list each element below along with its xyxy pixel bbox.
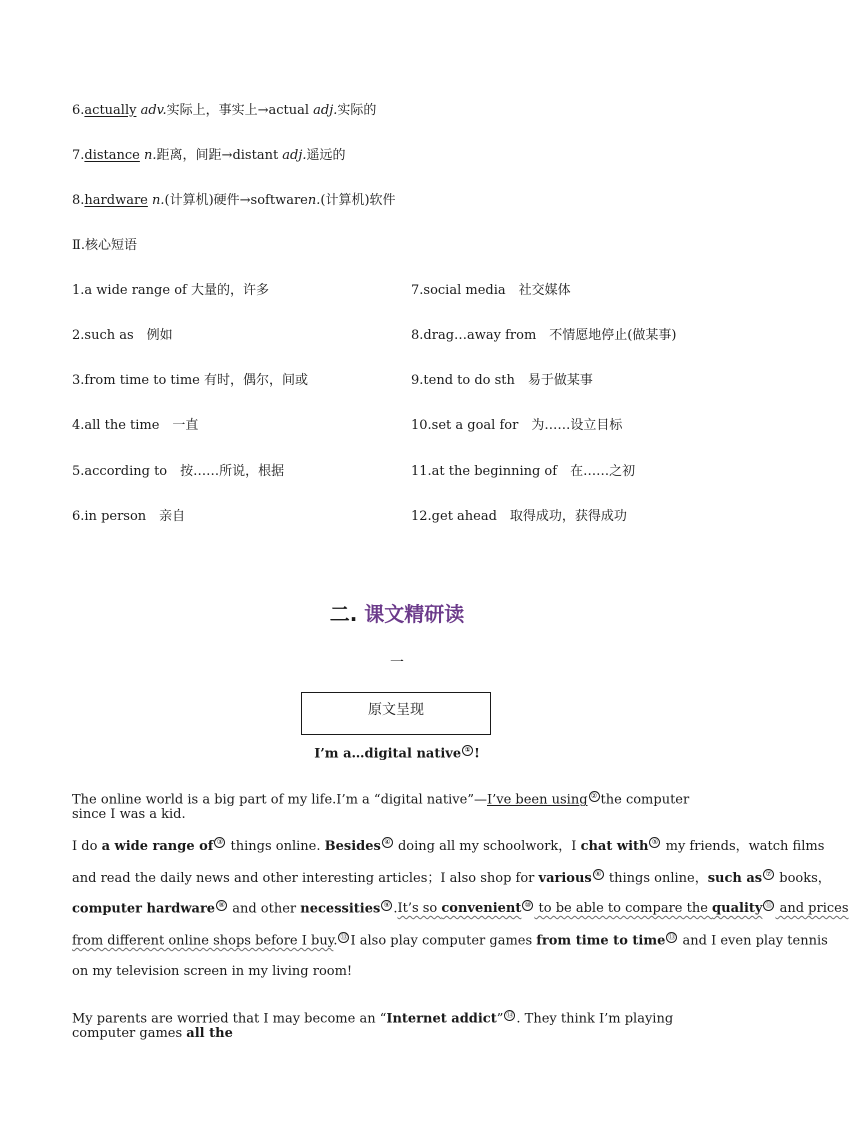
vocab-item-7: 7.distance n.距离，间距→distant adj.遥远的 <box>72 148 346 163</box>
paragraph-line: on my television screen in my living room! <box>72 964 353 979</box>
article-title: I’m a…digital native ① ! <box>314 746 480 762</box>
paragraph-line: and read the daily news and other interesting articles；I also shop for various ⑥ things online，such as ⑦ books， <box>72 870 831 886</box>
section-title: 课文精研读 <box>364 602 465 626</box>
phrase-item: 9.tend to do sth 易于做某事 <box>411 373 593 388</box>
phrase-item: 1.a wide range of 大量的，许多 <box>72 283 269 298</box>
original-text-box <box>301 692 491 735</box>
phrase-item: 3.from time to time 有时，偶尔，间或 <box>72 373 308 388</box>
vocab-item-8: 8.hardware n.(计算机)硬件→softwaren.(计算机)软件 <box>72 193 396 208</box>
phrase-item: 6.in person 亲自 <box>72 509 186 524</box>
phrase-item: 2.such as 例如 <box>72 328 173 343</box>
part-marker: 一 <box>390 655 404 671</box>
phrase-item: 8.drag…away from 不情愿地停止(做某事) <box>411 328 677 343</box>
phrase-item: 4.all the time 一直 <box>72 418 199 433</box>
phrase-item: 12.get ahead 取得成功，获得成功 <box>411 509 627 524</box>
paragraph-line: from different online shops before I buy. ⑬ I also play computer games from time to time ⑬ and I even play tennis <box>72 932 828 949</box>
article-paragraph-1: The online world is a big part of my life.I’m a “digital native”—I’ve been using ② the computer since I was a kid. <box>72 792 690 823</box>
section-number: 二. <box>329 602 358 626</box>
article-paragraph-2 <box>72 828 849 988</box>
phrase-item: 10.set a goal for 为……设立目标 <box>411 418 623 433</box>
phrase-item: 5.according to 按……所说，根据 <box>72 464 285 479</box>
box-label: 原文呈现 <box>368 702 424 718</box>
paragraph-line: I do a wide range of ③ things online. Besides ④ doing all my schoolwork，I chat with ⑤ my friends，watch films <box>72 838 825 854</box>
vocab-item-6: 6.actually adv.实际上，事实上→actual adj.实际的 <box>72 103 377 118</box>
paragraph-line: computer hardware ⑧ and other necessities ⑨ .It’s so convenient ⑩ to be able to compare the quality ⑪ and prices <box>72 900 849 917</box>
article-paragraph-3: My parents are worried that I may become an “Internet addict” ⑭ . They think I’m playing computer games all the <box>72 1011 674 1042</box>
phrases-heading: Ⅱ.核心短语 <box>72 238 137 253</box>
section-heading <box>0 598 794 627</box>
phrase-item: 7.social media 社交媒体 <box>411 283 571 298</box>
phrase-item: 11.at the beginning of 在……之初 <box>411 464 636 479</box>
